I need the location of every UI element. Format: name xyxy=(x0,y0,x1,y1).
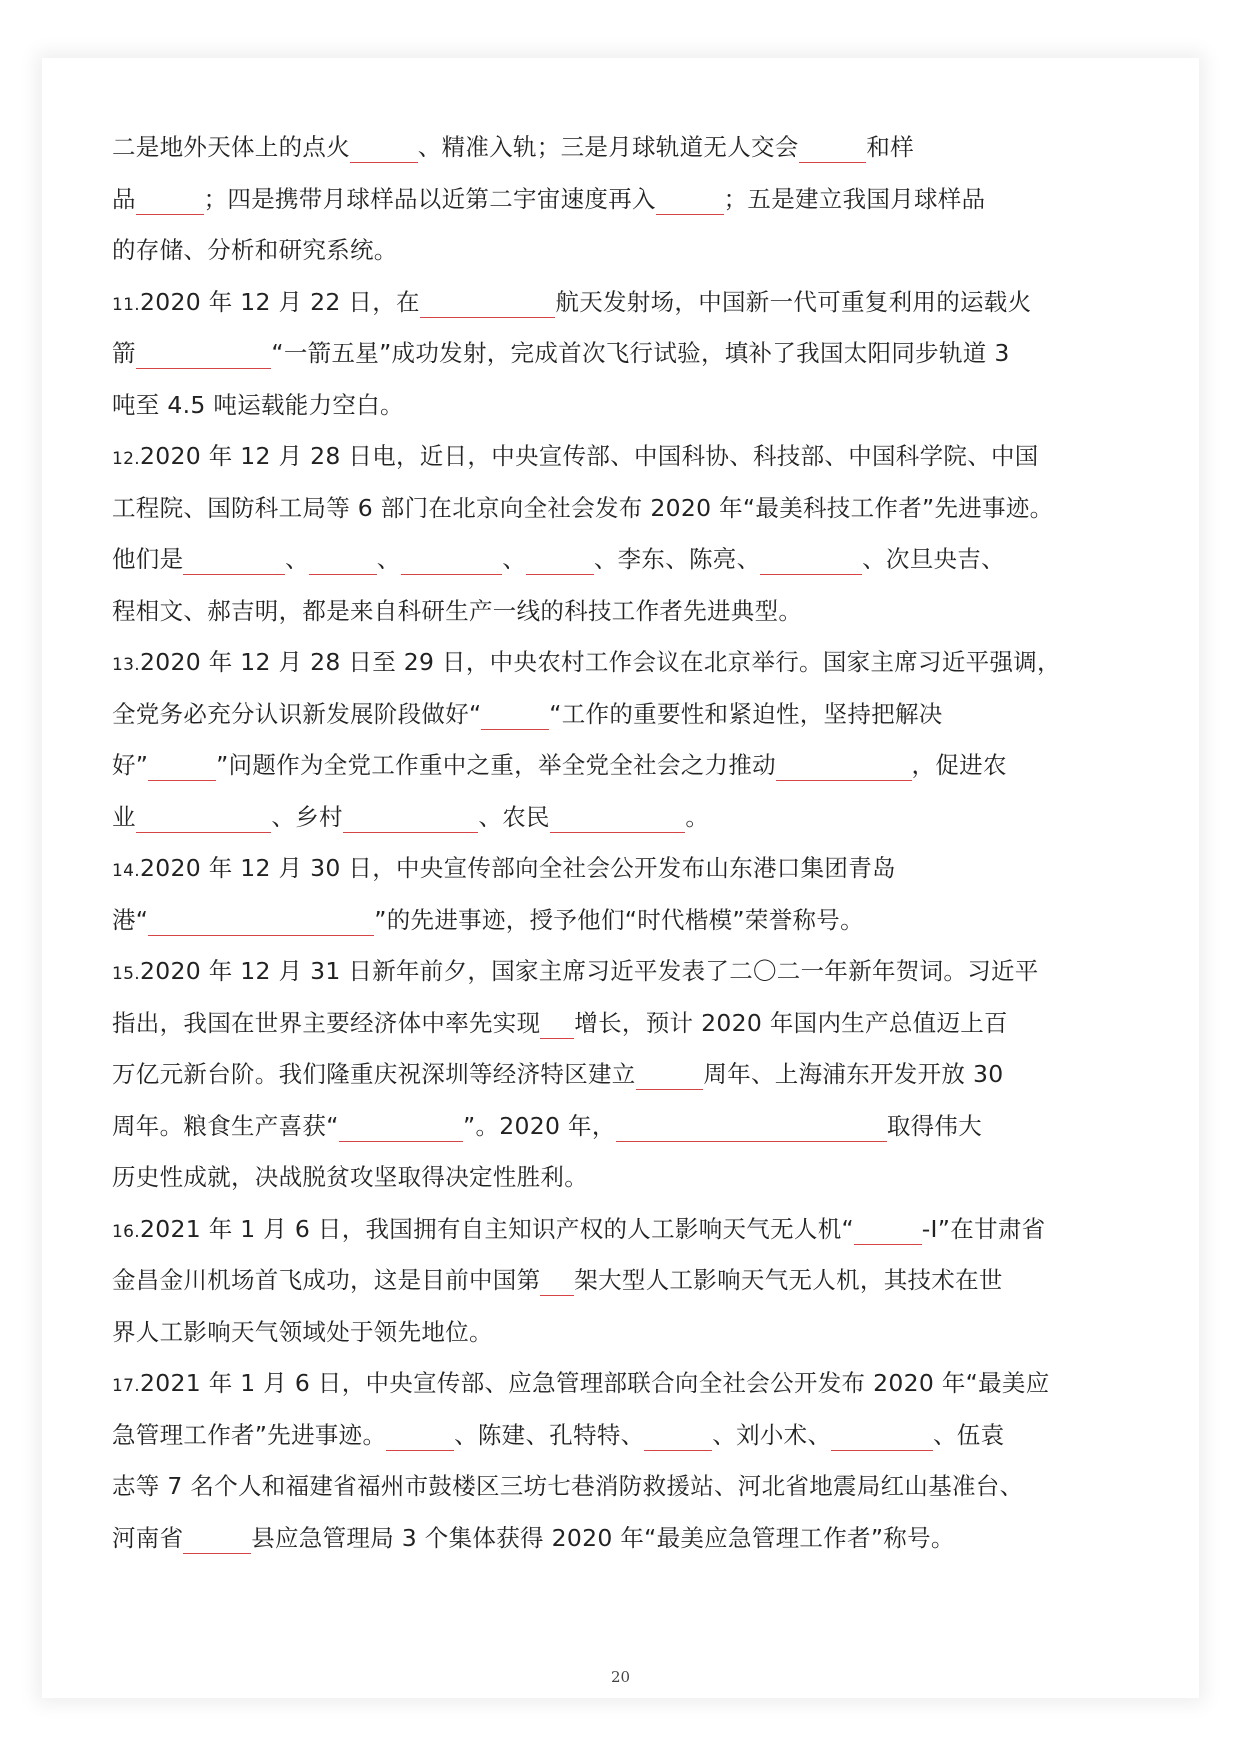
text-line xyxy=(112,1513,1132,1565)
text-line xyxy=(112,740,1132,792)
text-line xyxy=(112,380,1132,432)
question-number: 14. xyxy=(112,861,140,881)
question-number: 17. xyxy=(112,1376,140,1396)
text-segment: 吨至 4.5 吨运载能力空白。 xyxy=(112,390,404,419)
question-number: 15. xyxy=(112,964,140,984)
text-line xyxy=(112,328,1132,380)
text-segment: 2021 年 1 月 6 日，我国拥有自主知识产权的人工影响天气无人机“ xyxy=(139,1214,854,1243)
text-segment: 历史性成就，决战脱贫攻坚取得决定性胜利。 xyxy=(112,1163,588,1191)
text-segment: 和样 xyxy=(866,133,915,161)
fill-in-blank[interactable] xyxy=(401,548,503,575)
fill-in-blank[interactable] xyxy=(420,291,556,318)
fill-in-blank[interactable] xyxy=(136,342,272,369)
text-segment: ”的先进事迹，授予他们“时代楷模”荣誉称号。 xyxy=(374,905,864,934)
fill-in-blank[interactable] xyxy=(550,806,686,833)
text-segment: 业 xyxy=(112,802,136,831)
text-line xyxy=(112,431,1132,483)
text-segment: 周年。粮食生产喜获“ xyxy=(112,1111,339,1140)
fill-in-blank[interactable] xyxy=(309,548,377,575)
text-segment: 2020 年 12 月 28 日至 29 日，中央农村工作会议在北京举行。国家主席习近平强调， xyxy=(139,648,1061,676)
text-segment: 箭 xyxy=(112,339,136,367)
text-segment: 金昌金川机场首飞成功，这是目前中国第 xyxy=(112,1266,541,1294)
fill-in-blank[interactable] xyxy=(350,136,418,163)
text-line xyxy=(112,534,1132,586)
fill-in-blank[interactable] xyxy=(386,1424,454,1451)
text-line xyxy=(112,174,1132,226)
text-line xyxy=(112,895,1132,947)
text-line xyxy=(112,792,1132,844)
text-line xyxy=(112,1152,1132,1204)
text-segment: 县应急管理局 3 个集体获得 2020 年“最美应急管理工作者”称号。 xyxy=(251,1523,955,1552)
fill-in-blank[interactable] xyxy=(776,754,912,781)
text-segment: 、农民 xyxy=(478,802,550,831)
fill-in-blank[interactable] xyxy=(799,136,867,163)
fill-in-blank[interactable] xyxy=(136,188,204,215)
fill-in-blank[interactable] xyxy=(343,806,479,833)
text-segment: 程相文、郝吉明，都是来自科研生产一线的科技工作者先进典型。 xyxy=(112,596,803,625)
text-segment: ，促进农 xyxy=(911,751,1007,779)
fill-in-blank[interactable] xyxy=(616,1115,887,1142)
text-line xyxy=(112,689,1132,741)
fill-in-blank[interactable] xyxy=(760,548,862,575)
text-segment: 航天发射场，中国新一代可重复利用的运载火 xyxy=(555,287,1032,316)
fill-in-blank[interactable] xyxy=(136,806,272,833)
text-line xyxy=(112,586,1132,638)
text-segment: 取得伟大 xyxy=(886,1111,983,1140)
text-line xyxy=(112,1358,1132,1410)
text-segment: 急管理工作者”先进事迹。 xyxy=(112,1420,387,1449)
fill-in-blank[interactable] xyxy=(183,548,285,575)
text-line xyxy=(112,1204,1132,1256)
fill-in-blank[interactable] xyxy=(526,548,594,575)
text-line xyxy=(112,225,1132,277)
text-segment: 二是地外天体上的点火 xyxy=(112,133,350,161)
text-line xyxy=(112,1410,1132,1462)
text-segment: 2020 年 12 月 22 日，在 xyxy=(139,287,420,316)
text-line xyxy=(112,843,1132,895)
question-number: 12. xyxy=(112,449,140,469)
text-line xyxy=(112,1255,1132,1307)
text-segment: 全党务必充分认识新发展阶段做好“ xyxy=(112,699,482,728)
fill-in-blank[interactable] xyxy=(656,188,724,215)
page-number: 20 xyxy=(610,1668,631,1686)
text-segment: 工程院、国防科工局等 6 部门在北京向全社会发布 2020 年“最美科技工作者”先进事迹。 xyxy=(112,493,1054,522)
text-segment: 品 xyxy=(112,184,136,213)
text-line xyxy=(112,1101,1132,1153)
fill-in-blank[interactable] xyxy=(540,1269,574,1296)
text-line xyxy=(112,998,1132,1050)
text-line xyxy=(112,637,1132,689)
question-number: 16. xyxy=(112,1221,140,1242)
text-segment: 架大型人工影响天气无人机，其技术在世 xyxy=(574,1266,1003,1294)
text-line xyxy=(112,1461,1132,1513)
text-segment: 好” xyxy=(112,751,149,779)
text-line xyxy=(112,1307,1132,1359)
fill-in-blank[interactable] xyxy=(540,1012,574,1039)
text-line xyxy=(112,946,1132,998)
text-segment: 、乡村 xyxy=(271,802,343,831)
text-segment: 他们是 xyxy=(112,545,184,573)
fill-in-blank[interactable] xyxy=(183,1527,251,1554)
fill-in-blank[interactable] xyxy=(481,703,549,730)
text-segment: 万亿元新台阶。我们隆重庆祝深圳等经济特区建立 xyxy=(112,1060,636,1088)
text-segment: “一箭五星”成功发射，完成首次飞行试验，填补了我国太阳同步轨道 3 xyxy=(271,339,1010,367)
fill-in-blank[interactable] xyxy=(148,909,374,936)
document-body xyxy=(112,122,1132,1564)
fill-in-blank[interactable] xyxy=(148,754,216,781)
text-segment: 界人工影响天气领域处于领先地位。 xyxy=(112,1317,493,1346)
text-segment: 、刘小术、 xyxy=(712,1420,832,1449)
text-segment: ”。2020 年， xyxy=(462,1111,616,1140)
text-segment: 港“ xyxy=(112,905,149,934)
fill-in-blank[interactable] xyxy=(339,1115,463,1142)
question-number: 11. xyxy=(112,294,140,315)
text-segment: 2020 年 12 月 31 日新年前夕，国家主席习近平发表了二〇二一年新年贺词。习近平 xyxy=(139,957,1039,985)
fill-in-blank[interactable] xyxy=(854,1218,922,1245)
text-segment: -I”在甘肃省 xyxy=(921,1214,1046,1243)
fill-in-blank[interactable] xyxy=(644,1424,712,1451)
fill-in-blank[interactable] xyxy=(636,1063,704,1090)
text-line xyxy=(112,483,1132,535)
question-number: 13. xyxy=(112,655,140,675)
text-line xyxy=(112,277,1132,329)
text-segment: 2020 年 12 月 30 日，中央宣传部向全社会公开发布山东港口集团青岛 xyxy=(139,854,896,882)
text-segment: 志等 7 名个人和福建省福州市鼓楼区三坊七巷消防救援站、河北省地震局红山基准台、 xyxy=(112,1472,1024,1500)
text-segment: 、次旦央吉、 xyxy=(862,545,1005,573)
text-segment: 指出，我国在世界主要经济体中率先实现 xyxy=(112,1008,541,1037)
text-segment: 2020 年 12 月 28 日电，近日，中央宣传部、中国科协、科技部、中国科学院、中国 xyxy=(139,442,1039,470)
text-segment: 、精准入轨；三是月球轨道无人交会 xyxy=(417,133,799,161)
text-segment: 增长，预计 2020 年国内生产总值迈上百 xyxy=(574,1008,1008,1037)
text-segment: 、 xyxy=(376,545,401,573)
text-segment: 周年、上海浦东开发开放 30 xyxy=(703,1060,1004,1088)
fill-in-blank[interactable] xyxy=(831,1424,933,1451)
text-segment: 2021 年 1 月 6 日，中央宣传部、应急管理部联合向全社会公开发布 2020 年“最美应 xyxy=(139,1369,1050,1397)
text-line xyxy=(112,1049,1132,1101)
text-segment: “工作的重要性和紧迫性，坚持把解决 xyxy=(549,699,943,728)
text-segment: ；五是建立我国月球样品 xyxy=(723,184,986,213)
text-segment: 、 xyxy=(285,545,309,573)
text-segment: 河南省 xyxy=(112,1523,184,1552)
text-segment: 、伍袁 xyxy=(932,1420,1005,1449)
text-segment: ”问题作为全党工作重中之重，举全党全社会之力推动 xyxy=(216,751,776,779)
text-segment: 、 xyxy=(502,545,527,573)
text-segment: 。 xyxy=(685,802,710,831)
text-segment: 的存储、分析和研究系统。 xyxy=(112,236,398,264)
text-segment: ；四是携带月球样品以近第二宇宙速度再入 xyxy=(203,184,656,213)
text-segment: 、李东、陈亮、 xyxy=(593,545,761,573)
text-line xyxy=(112,122,1132,174)
text-segment: 、陈建、孔特特、 xyxy=(454,1420,645,1449)
